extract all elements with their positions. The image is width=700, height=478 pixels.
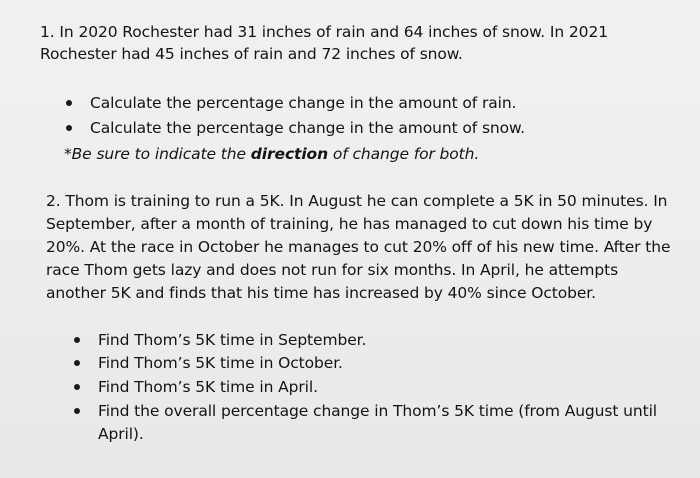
note-text-before: *Be sure to indicate the [64,145,251,163]
bullet-icon [66,100,72,106]
note-text-bold: direction [250,145,329,163]
problem2-bullet-2: Find Thom’s 5K time in October. [98,354,343,372]
problem2-line-5: another 5K and finds that his time has increased by 40% since October. [46,284,596,302]
problem2-bullet-4-continuation: April). [98,425,144,443]
problem1-line-2: Rochester had 45 inches of rain and 72 inches of snow. [40,45,463,63]
problem1-bullet-2: Calculate the percentage change in the amount of snow. [90,119,526,137]
bullet-icon [74,384,80,390]
problem2-bullet-1: Find Thom’s 5K time in September. [98,331,367,349]
problem1-note [64,143,479,165]
problem2-line-3: 20%. At the race in October he manages to cut 20% off of his new time. After the [46,238,671,256]
bullet-icon [74,360,80,366]
problem1-line-1: 1. In 2020 Rochester had 31 inches of rain and 64 inches of snow. In 2021 [40,23,608,41]
note-text-after: of change for both. [328,145,480,163]
bullet-icon [74,408,80,414]
problem2-line-2: September, after a month of training, he has managed to cut down his time by [46,215,653,233]
problem2-line-1: 2. Thom is training to run a 5K. In August he can complete a 5K in 50 minutes. In [46,192,668,210]
problem1-bullet-1: Calculate the percentage change in the amount of rain. [90,94,517,112]
problem2-bullet-4: Find the overall percentage change in Thom’s 5K time (from August until [98,402,657,420]
bullet-icon [74,337,80,343]
bullet-icon [66,125,72,131]
problem2-line-4: race Thom gets lazy and does not run for six months. In April, he attempts [46,261,619,279]
problem2-bullet-3: Find Thom’s 5K time in April. [98,378,318,396]
